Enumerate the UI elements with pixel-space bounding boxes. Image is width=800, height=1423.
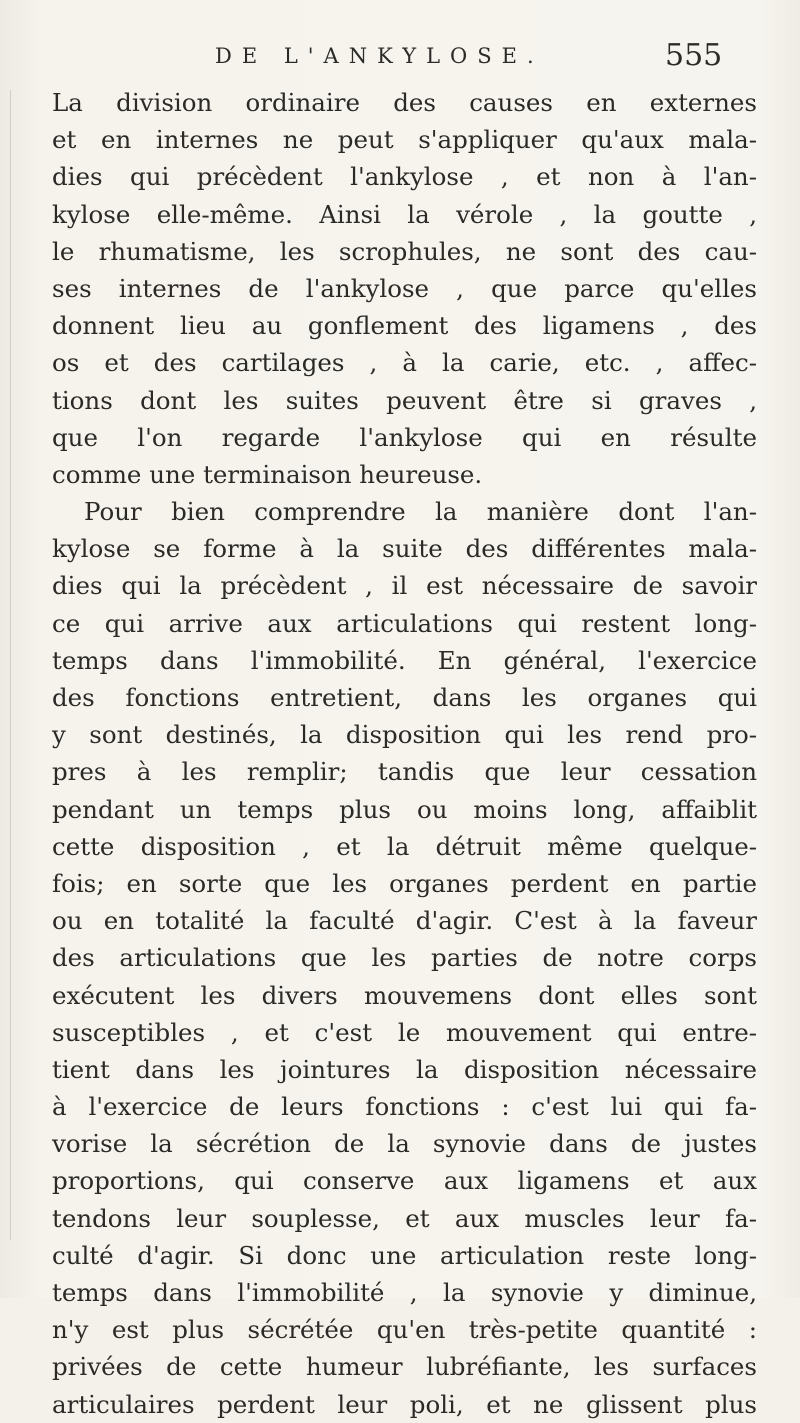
page-edge-shadow bbox=[10, 90, 11, 1240]
text-line: exécutent les divers mouvemens dont elles sont bbox=[52, 980, 757, 1010]
text-line: dies qui précèdent l'ankylose , et non à l'an- bbox=[52, 162, 757, 192]
page-number: 555 bbox=[665, 38, 723, 73]
text-line: à l'exercice de leurs fonctions : c'est lui qui fa- bbox=[52, 1092, 757, 1122]
text-line: os et des cartilages , à la carie, etc. , affec- bbox=[52, 348, 757, 378]
text-line: tendons leur souplesse, et aux muscles leur fa- bbox=[52, 1203, 757, 1233]
text-line: privées de cette humeur lubréfiante, les surfaces bbox=[52, 1352, 757, 1382]
text-line: susceptibles , et c'est le mouvement qui entre- bbox=[52, 1017, 757, 1047]
text-line: tions dont les suites peuvent être si graves , bbox=[52, 385, 757, 415]
text-line: temps dans l'immobilité. En général, l'exercice bbox=[52, 645, 757, 675]
body-text bbox=[52, 84, 757, 1423]
running-head: DE L'ANKYLOSE. bbox=[215, 44, 544, 68]
text-line: temps dans l'immobilité , la synovie y diminue, bbox=[52, 1278, 757, 1307]
text-line: des articulations que les parties de notre corps bbox=[52, 943, 757, 973]
text-line: fois; en sorte que les organes perdent en partie bbox=[52, 868, 757, 898]
text-line: pendant un temps plus ou moins long, affaiblit bbox=[52, 794, 757, 824]
text-line: donnent lieu au gonflement des ligamens , des bbox=[52, 311, 757, 341]
text-line: proportions, qui conserve aux ligamens et aux bbox=[52, 1166, 757, 1196]
text-line-paragraph-end: comme une terminaison heureuse. bbox=[52, 459, 483, 489]
text-line: ses internes de l'ankylose , que parce qu'elles bbox=[52, 273, 757, 303]
text-line-paragraph-start: Pour bien comprendre la manière dont l'an- bbox=[84, 497, 757, 527]
text-line: La division ordinaire des causes en externes bbox=[52, 88, 757, 117]
text-line: dies qui la précèdent , il est nécessaire de savoir bbox=[52, 571, 757, 601]
text-line: culté d'agir. Si donc une articulation reste long- bbox=[52, 1240, 757, 1270]
text-line: pres à les remplir; tandis que leur cessation bbox=[52, 757, 757, 787]
text-line: ce qui arrive aux articulations qui restent long- bbox=[52, 608, 757, 638]
text-line: cette disposition , et la détruit même quelque- bbox=[52, 831, 757, 861]
text-line: vorise la sécrétion de la synovie dans de justes bbox=[52, 1129, 757, 1159]
text-line: articulaires perdent leur poli, et ne glissent plus bbox=[52, 1389, 757, 1419]
page-header bbox=[0, 40, 800, 80]
text-line: y sont destinés, la disposition qui les rend pro- bbox=[52, 720, 757, 750]
text-line: des fonctions entretient, dans les organes qui bbox=[52, 683, 757, 712]
text-line: le rhumatisme, les scrophules, ne sont des cau- bbox=[52, 236, 757, 266]
text-line: n'y est plus sécrétée qu'en très-petite quantité : bbox=[52, 1315, 757, 1345]
text-line: et en internes ne peut s'appliquer qu'aux mala- bbox=[52, 125, 757, 155]
text-line: que l'on regarde l'ankylose qui en résulte bbox=[52, 422, 757, 452]
text-line: kylose se forme à la suite des différentes mala- bbox=[52, 534, 757, 564]
text-line: kylose elle-même. Ainsi la vérole , la goutte , bbox=[52, 199, 757, 229]
text-line: ou en totalité la faculté d'agir. C'est à la faveur bbox=[52, 906, 757, 936]
text-line: tient dans les jointures la disposition nécessaire bbox=[52, 1054, 757, 1084]
